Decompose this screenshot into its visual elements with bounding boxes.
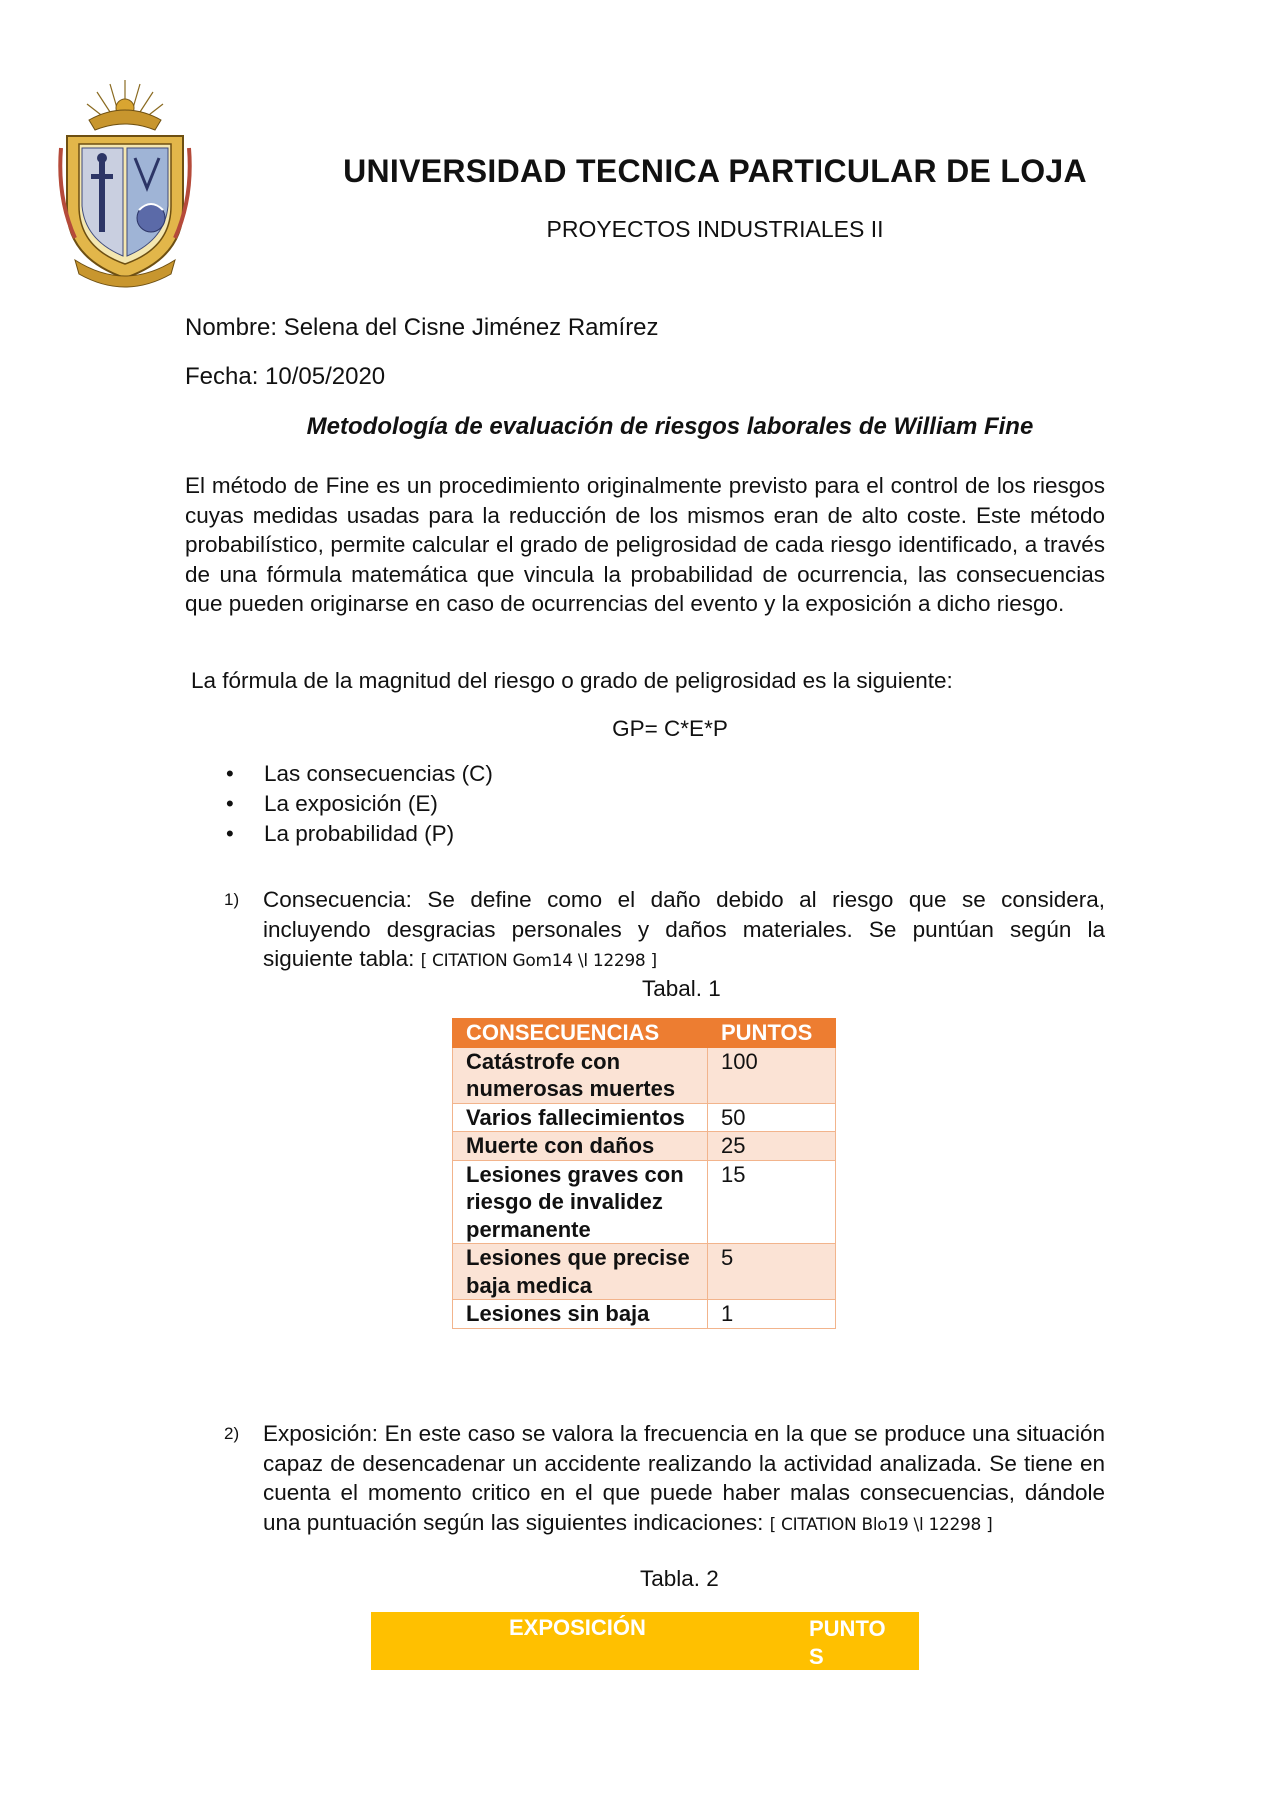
course-name: PROYECTOS INDUSTRIALES II xyxy=(546,216,884,242)
table-cell-points: 15 xyxy=(708,1160,836,1244)
table-cell-points: 1 xyxy=(708,1300,836,1329)
formula-intro-text: La fórmula de la magnitud del riesgo o grado de peligrosidad es la siguiente: xyxy=(191,668,953,693)
table-cell-label: Lesiones que precise baja medica xyxy=(453,1244,708,1300)
section-1-paragraph xyxy=(263,885,1105,977)
table-header-row xyxy=(453,1019,836,1048)
table-row xyxy=(453,1103,836,1132)
table-cell-label: Catástrofe con numerosas muertes xyxy=(453,1047,708,1103)
formula: GP= C*E*P xyxy=(612,716,728,741)
document-date: Fecha: 10/05/2020 xyxy=(185,363,386,390)
section-2-text: Exposición: En este caso se valora la frecuencia en la que se produce una situación capaz de desencadenar un accidente realizando la actividad analizada. Se tiene en cuenta el momento critico en el que puede haber malas consecuencias, dándole una puntuación según las siguientes indicaciones: xyxy=(263,1421,1105,1535)
section-1-text: Consecuencia: Se define como el daño debido al riesgo que se considera, incluyendo desgracias personales y daños materiales. Se puntúan según la siguiente tabla: xyxy=(263,887,1105,971)
table-2-caption: Tabla. 2 xyxy=(640,1566,719,1591)
document-title: Metodología de evaluación de riesgos laborales de William Fine xyxy=(306,413,1034,440)
table-cell-points: 25 xyxy=(708,1132,836,1161)
table-header-cell: PUNTOS xyxy=(708,1019,836,1048)
table-row xyxy=(453,1244,836,1300)
citation-field: [ CITATION Gom14 \l 12298 ] xyxy=(420,951,657,971)
section-1-number: 1) xyxy=(224,890,240,909)
table-cell-points: 5 xyxy=(708,1244,836,1300)
table-row xyxy=(453,1300,836,1329)
table-cell-points: 50 xyxy=(708,1103,836,1132)
table-cell-label: Varios fallecimientos xyxy=(453,1103,708,1132)
table-row xyxy=(453,1160,836,1244)
university-title: UNIVERSIDAD TECNICA PARTICULAR DE LOJA xyxy=(343,153,1087,189)
list-item: • Las consecuencias (C) xyxy=(220,759,493,789)
table-cell-points: 100 xyxy=(708,1047,836,1103)
table-row xyxy=(453,1047,836,1103)
table-cell-label: Lesiones sin baja xyxy=(453,1300,708,1329)
student-name: Nombre: Selena del Cisne Jiménez Ramírez xyxy=(185,314,659,341)
table-cell-label: Muerte con daños xyxy=(453,1132,708,1161)
bullet-list xyxy=(220,759,493,849)
table-cell-label: Lesiones graves con riesgo de invalidez permanente xyxy=(453,1160,708,1244)
section-2-number: 2) xyxy=(224,1424,240,1443)
list-item: • La exposición (E) xyxy=(220,789,493,819)
consequences-table xyxy=(452,1018,836,1329)
section-2-paragraph xyxy=(263,1419,1105,1540)
table-header-cell: CONSECUENCIAS xyxy=(453,1019,708,1048)
citation-field: [ CITATION Blo19 \l 12298 ] xyxy=(769,1514,993,1535)
table-1-caption: Tabal. 1 xyxy=(642,976,721,1001)
list-item: • La probabilidad (P) xyxy=(220,819,493,849)
table-header-cell: PUNTOS xyxy=(809,1616,886,1669)
table-row xyxy=(453,1132,836,1161)
table-header-cell: EXPOSICIÓN xyxy=(509,1615,646,1640)
intro-paragraph: El método de Fine es un procedimiento originalmente previsto para el control de los riesgos cuyas medidas usadas para la reducción de los mismos eran de alto coste. Este método probabilístico, permite calcular el grado de peligrosidad de cada riesgo identificado, a través de una fórmula matemática que vincula la probabilidad de ocurrencia, las consecuencias que pueden originarse en caso de ocurrencias del evento y la exposición a dicho riesgo. xyxy=(185,473,1105,616)
